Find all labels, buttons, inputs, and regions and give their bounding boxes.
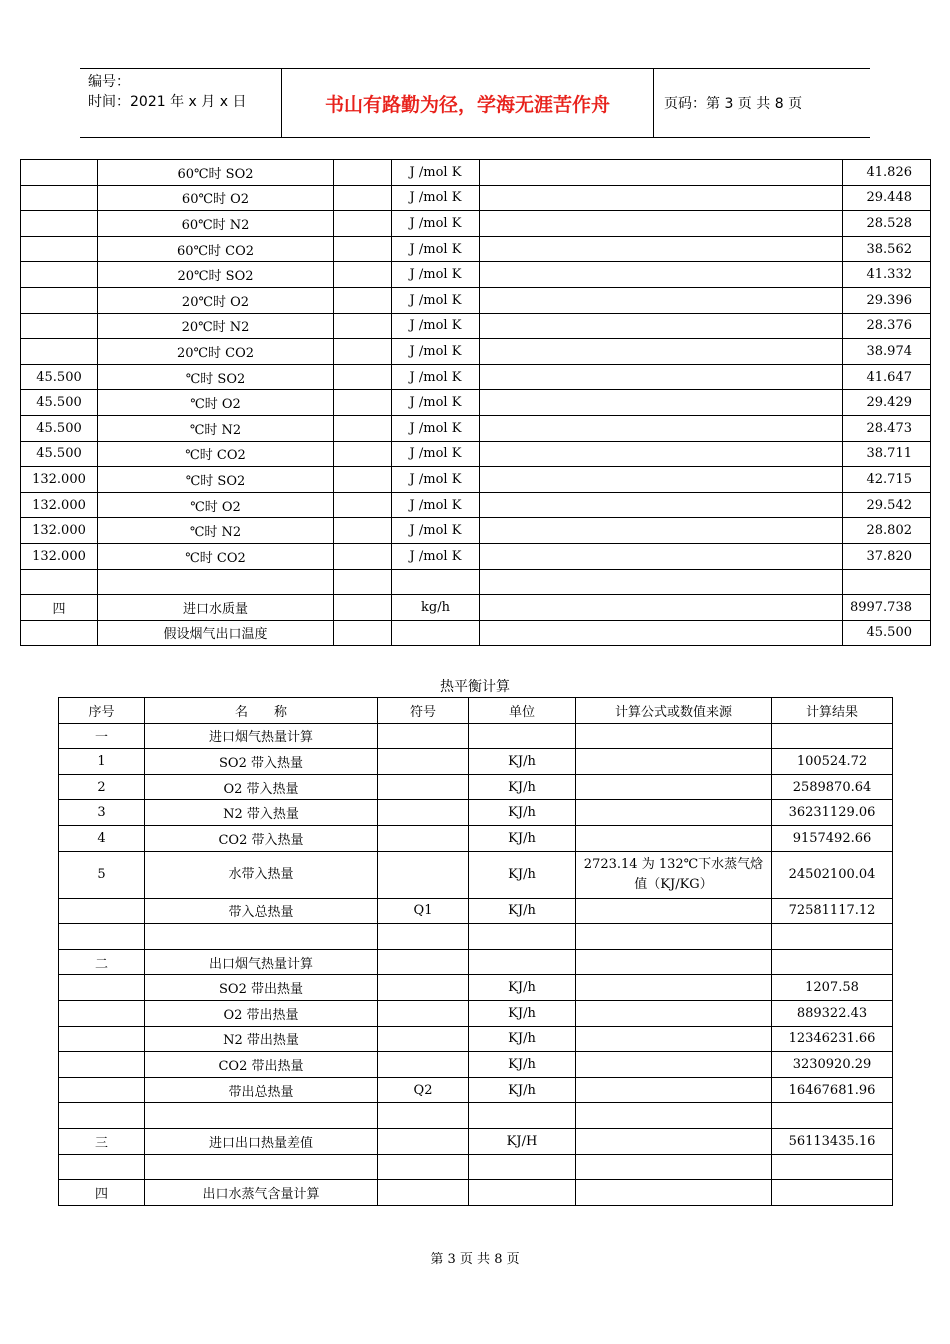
table-row	[21, 160, 931, 186]
table-row	[21, 390, 931, 416]
table-cell: 60℃时 SO2	[98, 160, 334, 186]
motto: 书山有路勤为径，学海无涯苦作舟	[282, 69, 654, 137]
table-cell: J /mol K	[392, 543, 480, 569]
table-cell: 45.500	[843, 620, 931, 646]
table-cell: ℃时 O2	[98, 492, 334, 518]
table-cell	[480, 620, 843, 646]
table-cell: J /mol K	[392, 364, 480, 390]
table-cell: 72581117.12	[772, 898, 893, 924]
table-cell: 41.647	[843, 364, 931, 390]
table-cell	[772, 1154, 893, 1180]
table-row	[21, 185, 931, 211]
table-cell: J /mol K	[392, 287, 480, 313]
table-cell	[145, 1154, 378, 1180]
table-cell: J /mol K	[392, 390, 480, 416]
table-cell	[576, 1052, 772, 1078]
table-cell: SO2 带入热量	[145, 749, 378, 775]
table-cell	[21, 620, 98, 646]
table-cell: 28.473	[843, 415, 931, 441]
table-cell	[576, 1180, 772, 1206]
table-cell	[334, 595, 392, 621]
table-cell	[378, 723, 469, 749]
table-cell	[576, 825, 772, 851]
table-cell: 60℃时 O2	[98, 185, 334, 211]
number-label: 编号：	[88, 74, 130, 90]
table-cell: 1207.58	[772, 975, 893, 1001]
table-cell	[378, 1000, 469, 1026]
table-cell	[145, 1103, 378, 1129]
table-cell	[378, 975, 469, 1001]
table-cell	[576, 1026, 772, 1052]
table-cell	[576, 898, 772, 924]
table-row	[21, 313, 931, 339]
table-cell	[378, 851, 469, 898]
table-cell	[480, 467, 843, 493]
table-cell	[480, 160, 843, 186]
table-cell	[480, 185, 843, 211]
table-cell	[21, 569, 98, 595]
table-cell	[576, 924, 772, 950]
heat-balance-table-body	[59, 723, 893, 1205]
table-row	[59, 949, 893, 975]
col-header-symbol: 符号	[378, 698, 469, 724]
table-cell	[480, 211, 843, 237]
table-cell	[334, 236, 392, 262]
table-cell	[59, 1026, 145, 1052]
table-cell	[480, 543, 843, 569]
table-row	[59, 1026, 893, 1052]
table-row	[59, 1000, 893, 1026]
table-cell	[480, 287, 843, 313]
col-header-result: 计算结果	[772, 698, 893, 724]
table-row	[59, 1077, 893, 1103]
table-row	[59, 1154, 893, 1180]
table-cell: 29.429	[843, 390, 931, 416]
table-cell: N2 带入热量	[145, 800, 378, 826]
table-cell: KJ/h	[469, 1000, 576, 1026]
table-row	[21, 492, 931, 518]
table-cell	[576, 1000, 772, 1026]
table-cell: 45.500	[21, 415, 98, 441]
table-row	[21, 620, 931, 646]
table-cell	[576, 800, 772, 826]
table-cell	[59, 924, 145, 950]
table-cell: J /mol K	[392, 236, 480, 262]
table-cell	[469, 1154, 576, 1180]
table-row	[59, 749, 893, 775]
table-cell: 进口出口热量差值	[145, 1128, 378, 1154]
table-cell: CO2 带入热量	[145, 825, 378, 851]
table-cell: ℃时 SO2	[98, 364, 334, 390]
table-row	[59, 774, 893, 800]
table-cell: 3230920.29	[772, 1052, 893, 1078]
table-cell: 45.500	[21, 390, 98, 416]
table-row	[21, 569, 931, 595]
table-cell: 28.528	[843, 211, 931, 237]
table-cell: J /mol K	[392, 492, 480, 518]
table-cell: N2 带出热量	[145, 1026, 378, 1052]
table-cell: KJ/h	[469, 749, 576, 775]
heat-capacity-table-body	[21, 160, 931, 646]
table-cell	[59, 1077, 145, 1103]
table-cell: 出口烟气热量计算	[145, 949, 378, 975]
table-cell: KJ/h	[469, 1052, 576, 1078]
table-cell: 出口水蒸气含量计算	[145, 1180, 378, 1206]
table-cell: 9157492.66	[772, 825, 893, 851]
table-cell: 20℃时 O2	[98, 287, 334, 313]
table-cell: 28.802	[843, 518, 931, 544]
table-cell: 132.000	[21, 492, 98, 518]
table-row	[59, 723, 893, 749]
table-row	[59, 898, 893, 924]
table-cell	[576, 774, 772, 800]
table-cell	[480, 518, 843, 544]
table-cell	[576, 1154, 772, 1180]
table-cell: ℃时 CO2	[98, 543, 334, 569]
table-cell: 20℃时 CO2	[98, 339, 334, 365]
table-cell: J /mol K	[392, 211, 480, 237]
table-cell: J /mol K	[392, 185, 480, 211]
table-cell: KJ/h	[469, 898, 576, 924]
page-footer: 第 3 页 共 8 页	[430, 1252, 520, 1267]
table-cell	[334, 569, 392, 595]
table-row	[21, 287, 931, 313]
table-cell: O2 带入热量	[145, 774, 378, 800]
table-cell	[21, 211, 98, 237]
table-cell	[21, 262, 98, 288]
table-cell	[469, 1103, 576, 1129]
table-cell: KJ/h	[469, 851, 576, 898]
table-cell	[480, 390, 843, 416]
table-cell	[576, 1103, 772, 1129]
table-cell: 2723.14 为 132℃下水蒸气焓值（KJ/KG）	[576, 851, 772, 898]
table-cell	[480, 236, 843, 262]
table-cell	[480, 569, 843, 595]
table-cell	[145, 924, 378, 950]
table-cell	[334, 262, 392, 288]
table-cell: 假设烟气出口温度	[98, 620, 334, 646]
table-row	[21, 262, 931, 288]
table-cell: 29.542	[843, 492, 931, 518]
table-cell	[334, 415, 392, 441]
table-cell: 45.500	[21, 441, 98, 467]
table-cell	[772, 924, 893, 950]
table-cell: 进口水质量	[98, 595, 334, 621]
table-cell: 水带入热量	[145, 851, 378, 898]
table-cell	[772, 723, 893, 749]
table-row	[21, 236, 931, 262]
table-cell: 45.500	[21, 364, 98, 390]
table-cell: 2589870.64	[772, 774, 893, 800]
table-cell	[59, 1052, 145, 1078]
table-cell	[378, 1154, 469, 1180]
table-row	[21, 339, 931, 365]
table-cell: 20℃时 N2	[98, 313, 334, 339]
table-cell: ℃时 N2	[98, 518, 334, 544]
table-cell: KJ/h	[469, 1026, 576, 1052]
table-cell: 42.715	[843, 467, 931, 493]
table-cell	[378, 1052, 469, 1078]
table-cell: 132.000	[21, 543, 98, 569]
table-cell	[772, 1103, 893, 1129]
table-cell	[21, 236, 98, 262]
table-cell: J /mol K	[392, 262, 480, 288]
table-cell: 4	[59, 825, 145, 851]
table-cell: J /mol K	[392, 160, 480, 186]
table-cell: KJ/H	[469, 1128, 576, 1154]
page-header	[80, 68, 870, 138]
table-cell: 29.448	[843, 185, 931, 211]
table-row	[59, 800, 893, 826]
table-cell: J /mol K	[392, 441, 480, 467]
table-cell: J /mol K	[392, 518, 480, 544]
table-cell	[21, 185, 98, 211]
heat-capacity-table	[20, 159, 931, 646]
table-cell: CO2 带出热量	[145, 1052, 378, 1078]
table-cell: J /mol K	[392, 467, 480, 493]
table-cell: 24502100.04	[772, 851, 893, 898]
table-cell: 8997.738	[843, 595, 931, 621]
table-cell: 37.820	[843, 543, 931, 569]
table-cell: ℃时 SO2	[98, 467, 334, 493]
table-row	[21, 595, 931, 621]
heat-balance-title: 热平衡计算	[440, 679, 510, 695]
table-cell: 38.974	[843, 339, 931, 365]
table-cell	[576, 975, 772, 1001]
table-cell: 28.376	[843, 313, 931, 339]
table-cell	[98, 569, 334, 595]
table-cell: Q1	[378, 898, 469, 924]
table-cell: ℃时 N2	[98, 415, 334, 441]
table-cell: KJ/h	[469, 800, 576, 826]
table-cell	[772, 949, 893, 975]
table-cell	[334, 390, 392, 416]
table-cell	[480, 492, 843, 518]
table-cell	[334, 339, 392, 365]
table-cell	[480, 262, 843, 288]
table-cell	[378, 1128, 469, 1154]
table-cell: 41.826	[843, 160, 931, 186]
table-row	[21, 364, 931, 390]
table-cell	[378, 924, 469, 950]
table-cell	[469, 949, 576, 975]
table-cell	[576, 1077, 772, 1103]
table-cell	[469, 924, 576, 950]
table-cell: 41.332	[843, 262, 931, 288]
header-info	[80, 69, 282, 137]
table-cell	[59, 1000, 145, 1026]
table-cell	[334, 211, 392, 237]
table-cell	[469, 1180, 576, 1206]
table-cell: 38.711	[843, 441, 931, 467]
table-row	[21, 211, 931, 237]
table-cell	[21, 160, 98, 186]
table-cell: 2	[59, 774, 145, 800]
table-cell	[334, 160, 392, 186]
table-cell: KJ/h	[469, 825, 576, 851]
table-cell	[392, 620, 480, 646]
table-row	[59, 851, 893, 898]
table-cell: kg/h	[392, 595, 480, 621]
table-cell	[334, 313, 392, 339]
table-row	[21, 441, 931, 467]
col-header-unit: 单位	[469, 698, 576, 724]
table-row	[59, 1052, 893, 1078]
table-cell: 132.000	[21, 467, 98, 493]
table-cell	[334, 441, 392, 467]
table-cell	[378, 1026, 469, 1052]
table-cell: 5	[59, 851, 145, 898]
table-cell	[392, 569, 480, 595]
col-header-no: 序号	[59, 698, 145, 724]
table-cell	[334, 364, 392, 390]
table-cell	[480, 441, 843, 467]
table-cell	[378, 825, 469, 851]
table-cell	[576, 949, 772, 975]
table-cell	[334, 620, 392, 646]
table-cell: SO2 带出热量	[145, 975, 378, 1001]
table-cell	[59, 1103, 145, 1129]
table-cell	[378, 1103, 469, 1129]
table-row	[21, 518, 931, 544]
table-cell: 12346231.66	[772, 1026, 893, 1052]
table-cell	[378, 749, 469, 775]
table-cell: KJ/h	[469, 975, 576, 1001]
table-cell: 一	[59, 723, 145, 749]
page-indicator: 页码：第 3 页 共 8 页	[664, 96, 803, 112]
table-cell: 29.396	[843, 287, 931, 313]
table-cell: 132.000	[21, 518, 98, 544]
table-cell	[334, 492, 392, 518]
table-cell	[378, 774, 469, 800]
table-row	[59, 1128, 893, 1154]
table-cell	[334, 518, 392, 544]
table-cell: KJ/h	[469, 774, 576, 800]
table-cell	[21, 313, 98, 339]
table-row	[59, 1103, 893, 1129]
table-cell: 1	[59, 749, 145, 775]
table-cell: 38.562	[843, 236, 931, 262]
table-cell	[469, 723, 576, 749]
table-row	[21, 543, 931, 569]
table-cell	[334, 467, 392, 493]
table-cell	[480, 313, 843, 339]
table-cell: 四	[21, 595, 98, 621]
table-cell	[59, 898, 145, 924]
table-cell: KJ/h	[469, 1077, 576, 1103]
table-cell	[378, 949, 469, 975]
table-row	[21, 415, 931, 441]
table-cell: 60℃时 N2	[98, 211, 334, 237]
table-cell: Q2	[378, 1077, 469, 1103]
table-cell	[576, 1128, 772, 1154]
col-header-source: 计算公式或数值来源	[576, 698, 772, 724]
table-cell	[21, 287, 98, 313]
table-cell	[480, 339, 843, 365]
table-cell	[576, 749, 772, 775]
heat-balance-table	[58, 697, 893, 1206]
table-cell: J /mol K	[392, 313, 480, 339]
table-cell: J /mol K	[392, 339, 480, 365]
table-cell	[334, 287, 392, 313]
table-row	[59, 1180, 893, 1206]
table-cell: ℃时 O2	[98, 390, 334, 416]
table-cell: 56113435.16	[772, 1128, 893, 1154]
table-cell: 带出总热量	[145, 1077, 378, 1103]
table-cell: J /mol K	[392, 415, 480, 441]
table-cell: 16467681.96	[772, 1077, 893, 1103]
table-cell: 三	[59, 1128, 145, 1154]
table-cell	[480, 595, 843, 621]
table-cell	[772, 1180, 893, 1206]
table-cell: 带入总热量	[145, 898, 378, 924]
table-cell	[480, 364, 843, 390]
table-cell: 60℃时 CO2	[98, 236, 334, 262]
table-cell: O2 带出热量	[145, 1000, 378, 1026]
table-cell: 进口烟气热量计算	[145, 723, 378, 749]
table-cell: 36231129.06	[772, 800, 893, 826]
table-row	[59, 975, 893, 1001]
table-cell: 3	[59, 800, 145, 826]
table-cell	[21, 339, 98, 365]
table-cell: 100524.72	[772, 749, 893, 775]
table-row	[21, 467, 931, 493]
table-cell	[843, 569, 931, 595]
table-cell: ℃时 CO2	[98, 441, 334, 467]
time-label: 时间：2021 年 x 月 x 日	[88, 94, 247, 110]
table-cell	[378, 1180, 469, 1206]
table-cell: 二	[59, 949, 145, 975]
table-cell: 四	[59, 1180, 145, 1206]
table-cell: 20℃时 SO2	[98, 262, 334, 288]
table-header-row	[59, 698, 893, 724]
table-row	[59, 924, 893, 950]
table-cell	[59, 1154, 145, 1180]
table-cell	[480, 415, 843, 441]
col-header-name: 名 称	[145, 698, 378, 724]
table-cell	[378, 800, 469, 826]
table-cell	[334, 543, 392, 569]
table-cell: 889322.43	[772, 1000, 893, 1026]
table-cell	[576, 723, 772, 749]
table-row	[59, 825, 893, 851]
table-cell	[334, 185, 392, 211]
table-cell	[59, 975, 145, 1001]
